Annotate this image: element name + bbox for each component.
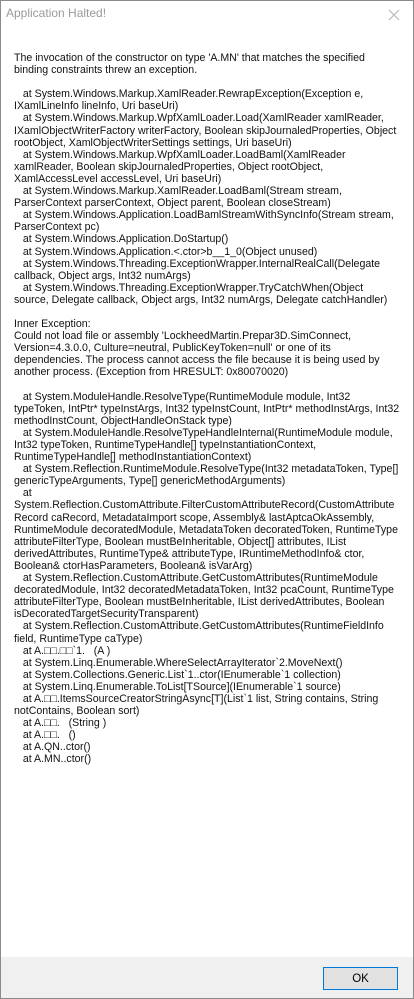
ok-button[interactable]: OK bbox=[323, 967, 398, 990]
close-button[interactable] bbox=[375, 1, 413, 29]
error-message: The invocation of the constructor on type 'A.MN' that matches the specified binding constraints threw an exception. at System.Windows.Markup.XamlReader.RewrapException(Exception e, IXamlLineInfo lineInfo, Uri baseUri) at System.Windows.Markup.WpfXamlLoader.Load(XamlReader xamlReader, IXamlObjectWriterFactory writerFactory, Boolean skipJournaledProperties, Object rootObject, XamlObjectWriterSettings settings, Uri baseUri) at System.Windows.Markup.WpfXamlLoader.LoadBaml(XamlReader xamlReader, Boolean skipJournaledProperties, Object rootObject, XamlAccessLevel accessLevel, Uri baseUri) at System.Windows.Markup.XamlReader.LoadBaml(Stream stream, ParserContext parserContext, Object parent, Boolean closeStream) at System.Windows.Application.LoadBamlStreamWithSyncInfo(Stream stream, ParserContext pc) at System.Windows.Application.DoStartup() at System.Windows.Application.<.ctor>b__1_0(Object unused) at System.Windows.Threading.ExceptionWrapper.InternalRealCall(Delegate callback, Object args, Int32 numArgs) at System.Windows.Threading.ExceptionWrapper.TryCatchWhen(Object source, Delegate callback, Object args, Int32 numArgs, Delegate catchHandler) Inner Exception: Could not load file or assembly 'LockheedMartin.Prepar3D.SimConnect, Version=4.3.0.0, Culture=neutral, PublicKeyToken=null' or one of its dependencies. The process cannot access the file because it is being used by another process. (Exception from HRESULT: 0x80070020) at System.ModuleHandle.ResolveType(RuntimeModule module, Int32 typeToken, IntPtr* typeInstArgs, Int32 typeInstCount, IntPtr* methodInstArgs, Int32 methodInstCount, ObjectHandleOnStack type) at System.ModuleHandle.ResolveTypeHandleInternal(RuntimeModule module, Int32 typeToken, RuntimeTypeHandle[] typeInstantiationContext, RuntimeTypeHandle[] methodInstantiationContext) at System.Reflection.RuntimeModule.ResolveType(Int32 metadataToken, Type[] genericTypeArguments, Type[] genericMethodArguments) at System.Reflection.CustomAttribute.FilterCustomAttributeRecord(CustomAttributeRecord caRecord, MetadataImport scope, Assembly& lastAptcaOkAssembly, RuntimeModule decoratedModule, MetadataToken decoratedToken, RuntimeType attributeFilterType, Boolean mustBeInheritable, Object[] attributes, IList derivedAttributes, RuntimeType& attributeType, IRuntimeMethodInfo& ctor, Boolean& ctorHasParameters, Boolean& isVarArg) at System.Reflection.CustomAttribute.GetCustomAttributes(RuntimeModule decoratedModule, Int32 decoratedMetadataToken, Int32 pcaCount, RuntimeType attributeFilterType, Boolean mustBeInheritable, IList derivedAttributes, Boolean isDecoratedTargetSecurityTransparent) at System.Reflection.CustomAttribute.GetCustomAttributes(RuntimeFieldInfo field, RuntimeType caType) at A.□□.□□`1. (A ) at System.Linq.Enumerable.WhereSelectArrayIterator`2.MoveNext() at System.Collections.Generic.List`1..ctor(IEnumerable`1 collection) at System.Linq.Enumerable.ToList[TSource](IEnumerable`1 source) at A.□□.ItemsSourceCreatorStringAsync[T](List`1 list, String contains, String notContains, Boolean sort) at A.□□. (String ) at A.□□. () at A.QN..ctor() at A.MN..ctor() bbox=[14, 52, 400, 766]
title-bar bbox=[1, 1, 413, 29]
dialog-title: Application Halted! bbox=[6, 6, 107, 20]
button-bar bbox=[1, 957, 413, 998]
close-icon bbox=[388, 9, 400, 21]
